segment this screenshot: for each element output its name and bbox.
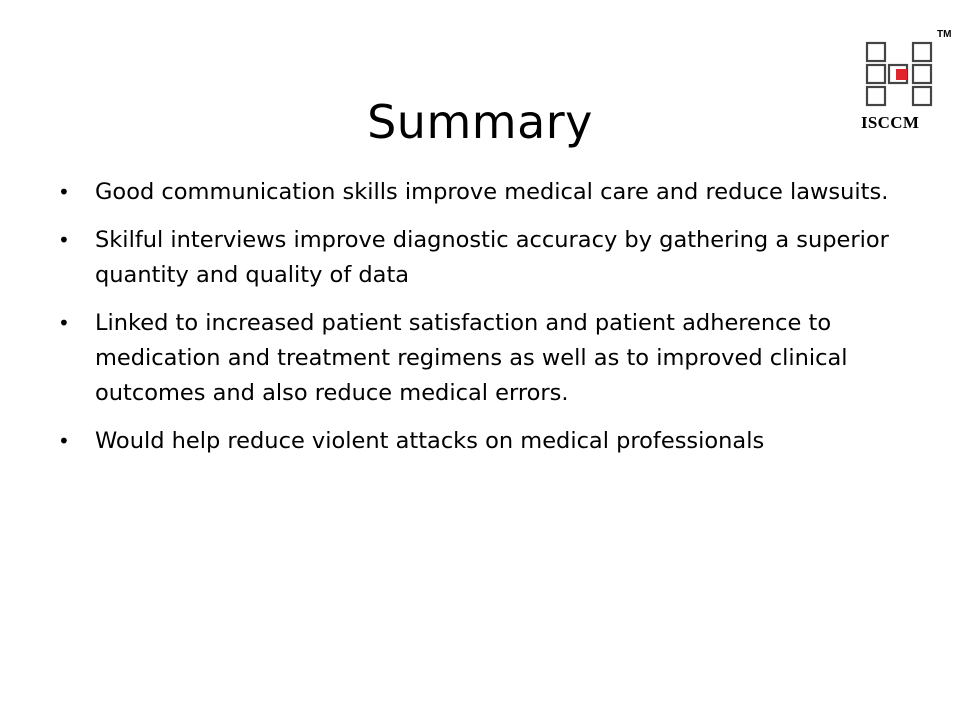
bullet-item	[58, 424, 908, 459]
logo-square-top-right	[913, 43, 931, 61]
isccm-logo	[855, 25, 950, 135]
bullet-text: Skilful interviews improve diagnostic accuracy by gathering a superior quantity and quality of data	[95, 227, 889, 288]
slide-title: Summary	[367, 94, 593, 149]
bullet-text: Good communication skills improve medical care and reduce lawsuits.	[95, 179, 889, 205]
logo-square-bottom-right	[913, 87, 931, 105]
logo-square-bottom-left	[867, 87, 885, 105]
bullet-dot-icon: •	[58, 311, 70, 335]
isccm-grid-icon	[855, 25, 935, 111]
bullet-dot-icon: •	[58, 180, 70, 204]
bullet-item	[58, 223, 908, 293]
bullet-text: Linked to increased patient satisfaction and patient adherence to medication and treatment regimens as well as to improved clinical outcomes and also reduce medical errors.	[95, 310, 848, 406]
bullet-item	[58, 175, 908, 210]
bullet-dot-icon: •	[58, 228, 70, 252]
logo-square-mid-left	[867, 65, 885, 83]
logo-square-mid-right	[913, 65, 931, 83]
logo-trademark: TM	[937, 29, 952, 40]
logo-square-top-left	[867, 43, 885, 61]
bullet-list	[58, 175, 908, 472]
bullet-item	[58, 306, 908, 411]
logo-wordmark: ISCCM	[861, 113, 920, 132]
bullet-dot-icon: •	[58, 429, 70, 453]
logo-accent-square	[896, 69, 907, 80]
bullet-text: Would help reduce violent attacks on medical professionals	[95, 428, 765, 454]
